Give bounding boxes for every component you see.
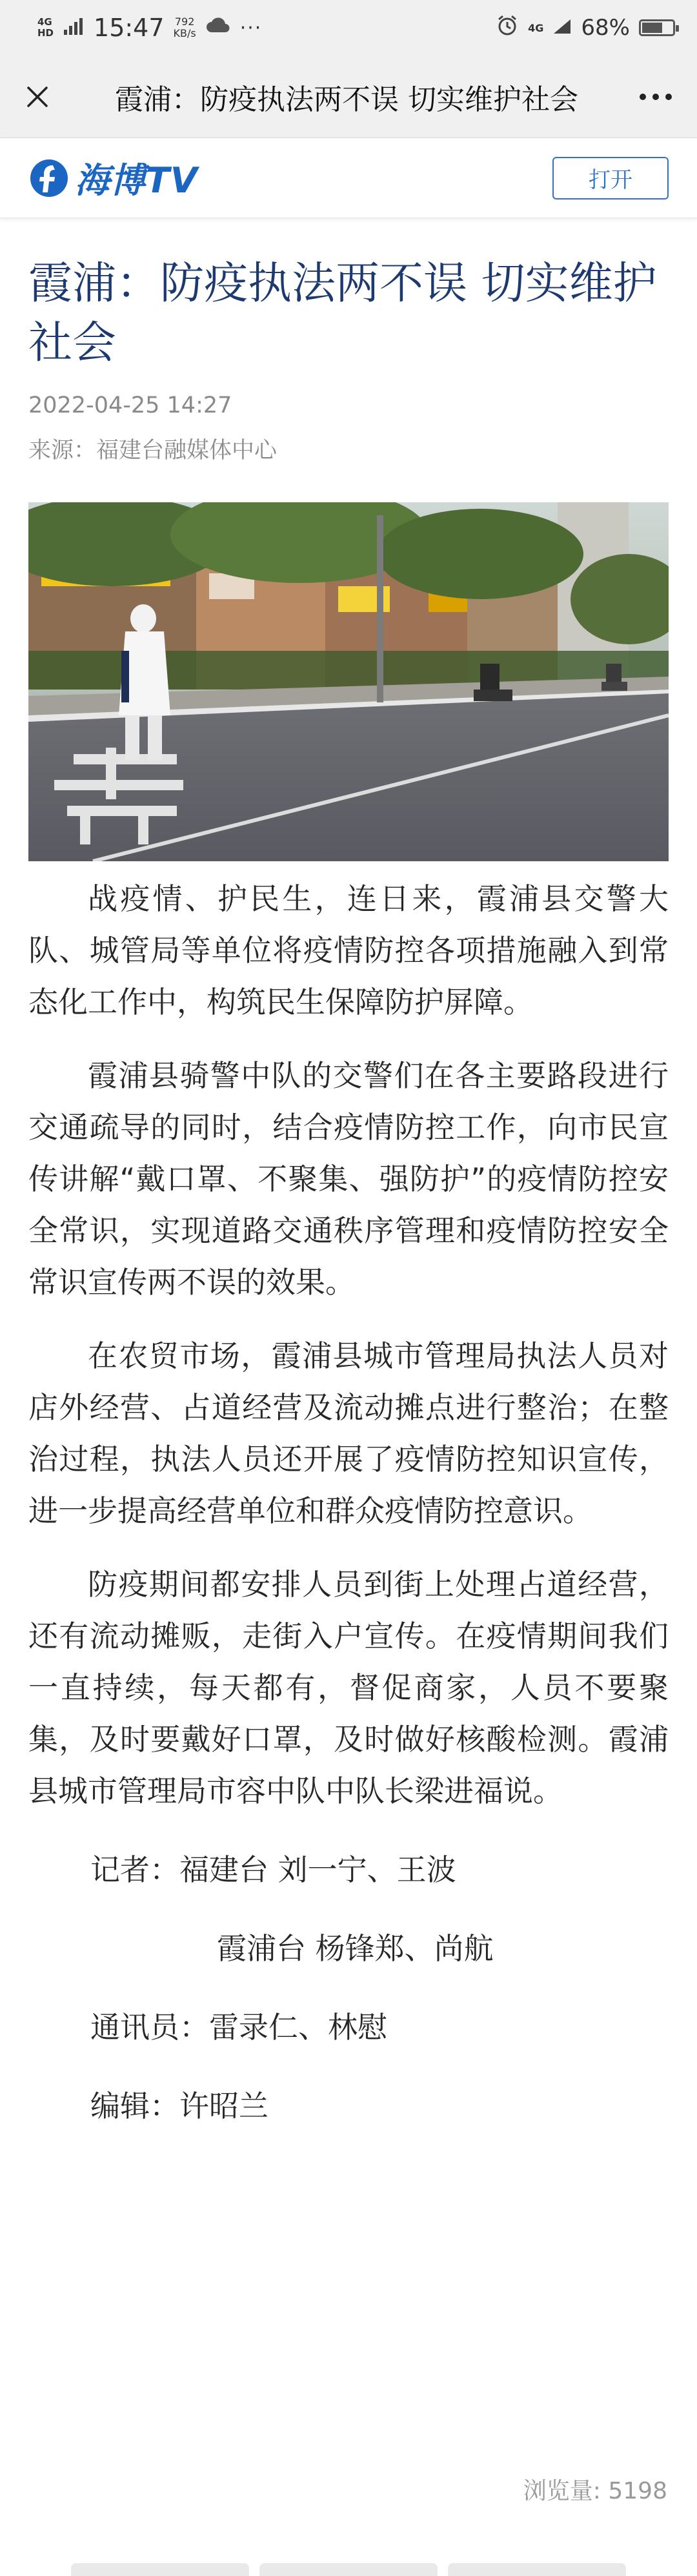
reporter-credit: 记者：福建台 刘一宁、王波 <box>90 1852 456 1887</box>
network-indicator <box>37 17 54 39</box>
alarm-icon <box>496 14 519 43</box>
status-bar-right <box>496 14 675 43</box>
battery-fill <box>642 23 662 33</box>
more-icon <box>638 92 674 102</box>
article-paragraph: 防疫期间都安排人员到街上处理占道经营，还有流动摊贩，走街入户宣传。在疫情期间我们一直持续，每天都有，督促商家，人员不要聚集，及时要戴好口罩，及时做好核酸检测。霞浦县城市管理局市容中队中队长梁进福说。 <box>28 1567 669 1808</box>
speed-unit: KB/s <box>173 27 196 39</box>
bottom-tab[interactable] <box>71 2563 249 2576</box>
close-icon <box>25 84 50 110</box>
speed-value: 792 <box>174 15 195 28</box>
article-paragraph: 霞浦县骑警中队的交警们在各主要路段进行交通疏导的同时，结合疫情防控工作，向市民宣传讲解“戴口罩、不聚集、强防护”的疫情防控安全常识，实现道路交通秩序管理和疫情防控安全常识宣传两不误的效果。 <box>28 1058 669 1300</box>
article-paragraph: 战疫情、护民生，连日来，霞浦县交警大队、城管局等单位将疫情防控各项措施融入到常态化工作中，构筑民生保障防护屏障。 <box>28 881 669 1019</box>
article-paragraph: 在农贸市场，霞浦县城市管理局执法人员对店外经营、占道经营及流动摊点进行整治；在整治过程，执法人员还开展了疫情防控知识宣传，进一步提高经营单位和群众疫情防控意识。 <box>28 1338 669 1528</box>
cloud-icon <box>205 15 231 41</box>
title-bar <box>0 56 697 138</box>
more-notifications: ··· <box>239 16 263 39</box>
article-source: 来源：福建台融媒体中心 <box>28 438 278 464</box>
clock: 15:47 <box>94 14 165 42</box>
editor-credit: 编辑：许昭兰 <box>90 2089 268 2123</box>
brand-name: 海博TV <box>75 160 198 201</box>
battery-percent: 68% <box>581 15 630 41</box>
brand-logo[interactable] <box>28 153 198 203</box>
open-app-button[interactable]: 打开 <box>552 157 669 199</box>
signal-icon <box>63 15 85 41</box>
publish-date: 2022-04-25 14:27 <box>28 393 232 418</box>
view-count: 浏览量: 5198 <box>523 2478 667 2504</box>
reporter-credit-cont: 霞浦台 杨锋郑、尚航 <box>217 1931 494 1966</box>
bottom-toolbar-edge <box>0 2563 697 2576</box>
brand-bar <box>0 138 697 218</box>
status-bar-left <box>37 14 262 42</box>
article-headline: 霞浦：防疫执法两不误 切实维护社会 <box>28 258 657 369</box>
more-button[interactable] <box>636 77 675 116</box>
status-bar <box>0 0 697 56</box>
correspondent-credit: 通讯员：雷录仁、林慰 <box>90 2010 387 2045</box>
network-sub: HD <box>37 27 54 39</box>
network-speed <box>174 16 196 39</box>
article-photo <box>28 502 669 861</box>
network-type: 4G <box>37 16 52 28</box>
bottom-tab[interactable] <box>259 2563 438 2576</box>
signal-label: 4G <box>528 21 544 34</box>
close-button[interactable] <box>18 77 57 116</box>
article <box>0 254 697 2132</box>
battery-icon <box>639 19 675 36</box>
bottom-tab[interactable] <box>448 2563 626 2576</box>
window-title: 霞浦：防疫执法两不误 切实维护社会 <box>115 83 578 116</box>
signal-strength-icon <box>552 15 572 41</box>
haibo-logo-icon <box>28 158 70 199</box>
